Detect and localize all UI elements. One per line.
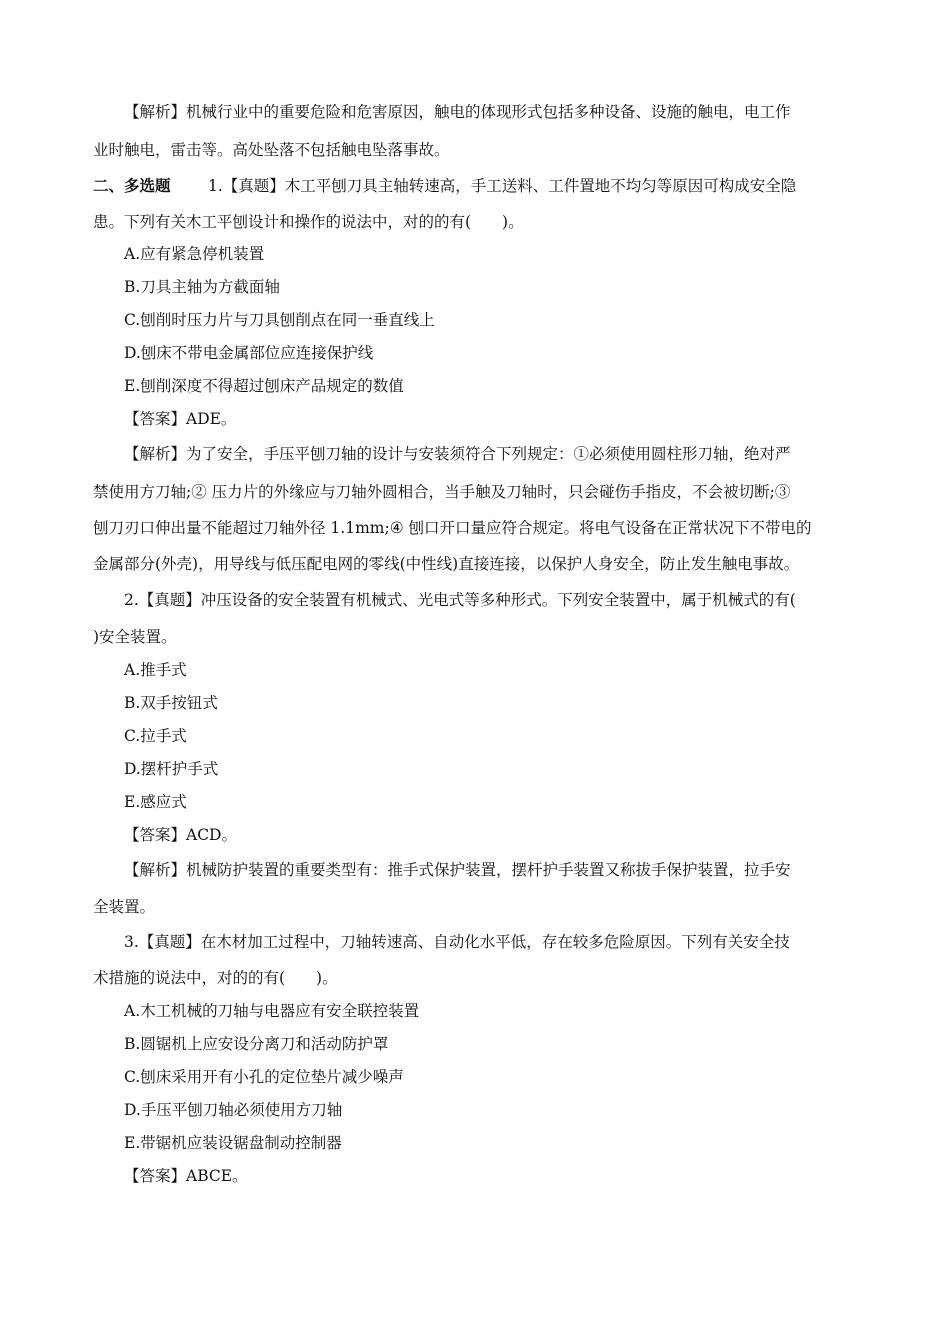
question-text-line: 3.【真题】在木材加工过程中，刀轴转速高、自动化水平低，存在较多危险原因。下列有关安全技 bbox=[124, 933, 790, 951]
question-text-line: 患。下列有关木工平刨设计和操作的说法中，对的的有( )。 bbox=[93, 213, 524, 231]
analysis-paragraph-line: 【解析】为了安全，手压平刨刀轴的设计与安装须符合下列规定：①必须使用圆柱形刀轴，绝对严 bbox=[124, 445, 791, 463]
analysis-paragraph-line: 业时触电，雷击等。高处坠落不包括触电坠落事故。 bbox=[93, 141, 450, 159]
option-c: C.刨削时压力片与刀具刨削点在同一垂直线上 bbox=[124, 311, 435, 329]
analysis-paragraph-line: 金属部分(外壳)，用导线与低压配电网的零线(中性线)直接连接，以保护人身安全，防止发生触电事故。 bbox=[93, 555, 800, 573]
question-text-line: 术措施的说法中，对的的有( )。 bbox=[93, 969, 338, 987]
answer-line: 【答案】ACD。 bbox=[124, 826, 237, 844]
option-b: B.刀具主轴为方截面轴 bbox=[124, 278, 280, 296]
question-text-line: 2.【真题】冲压设备的安全装置有机械式、光电式等多种形式。下列安全装置中，属于机械式的有( bbox=[124, 591, 796, 609]
option-a: A.木工机械的刀轴与电器应有安全联控装置 bbox=[124, 1002, 420, 1020]
option-c: C.刨床采用开有小孔的定位垫片减少噪声 bbox=[124, 1068, 404, 1086]
analysis-paragraph-line: 禁使用方刀轴;② 压力片的外缘应与刀轴外圆相合，当手触及刀轴时，只会碰伤手指皮，不会被切断;③ bbox=[93, 483, 791, 501]
option-b: B.圆锯机上应安设分离刀和活动防护罩 bbox=[124, 1035, 389, 1053]
question-text-line: 1.【真题】木工平刨刀具主轴转速高，手工送料、工件置地不均匀等原因可构成安全隐 bbox=[208, 177, 797, 195]
option-e: E.刨削深度不得超过刨床产品规定的数值 bbox=[124, 377, 404, 395]
analysis-paragraph-line: 【解析】机械防护装置的重要类型有：推手式保护装置，摆杆护手装置又称拔手保护装置，拉手安 bbox=[124, 861, 791, 879]
answer-line: 【答案】ADE。 bbox=[124, 410, 237, 428]
option-d: D.摆杆护手式 bbox=[124, 760, 219, 778]
analysis-paragraph-line: 【解析】机械行业中的重要危险和危害原因，触电的体现形式包括多种设备、设施的触电，电工作 bbox=[124, 103, 791, 121]
option-a: A.推手式 bbox=[124, 661, 187, 679]
option-b: B.双手按钮式 bbox=[124, 694, 218, 712]
question-text-line: )安全装置。 bbox=[93, 628, 177, 646]
analysis-paragraph-line: 刨刀刃口伸出量不能超过刀轴外径 1.1mm;④ 刨口开口量应符合规定。将电气设备在正常状况下不带电的 bbox=[93, 519, 812, 537]
option-d: D.刨床不带电金属部位应连接保护线 bbox=[124, 344, 374, 362]
answer-line: 【答案】ABCE。 bbox=[124, 1167, 248, 1185]
option-a: A.应有紧急停机装置 bbox=[124, 245, 265, 263]
option-e: E.带锯机应装设锯盘制动控制器 bbox=[124, 1134, 342, 1152]
option-c: C.拉手式 bbox=[124, 727, 187, 745]
section-heading: 二、多选题 bbox=[93, 176, 171, 195]
analysis-paragraph-line: 全装置。 bbox=[93, 898, 156, 916]
option-e: E.感应式 bbox=[124, 793, 187, 811]
option-d: D.手压平刨刀轴必须使用方刀轴 bbox=[124, 1101, 343, 1119]
